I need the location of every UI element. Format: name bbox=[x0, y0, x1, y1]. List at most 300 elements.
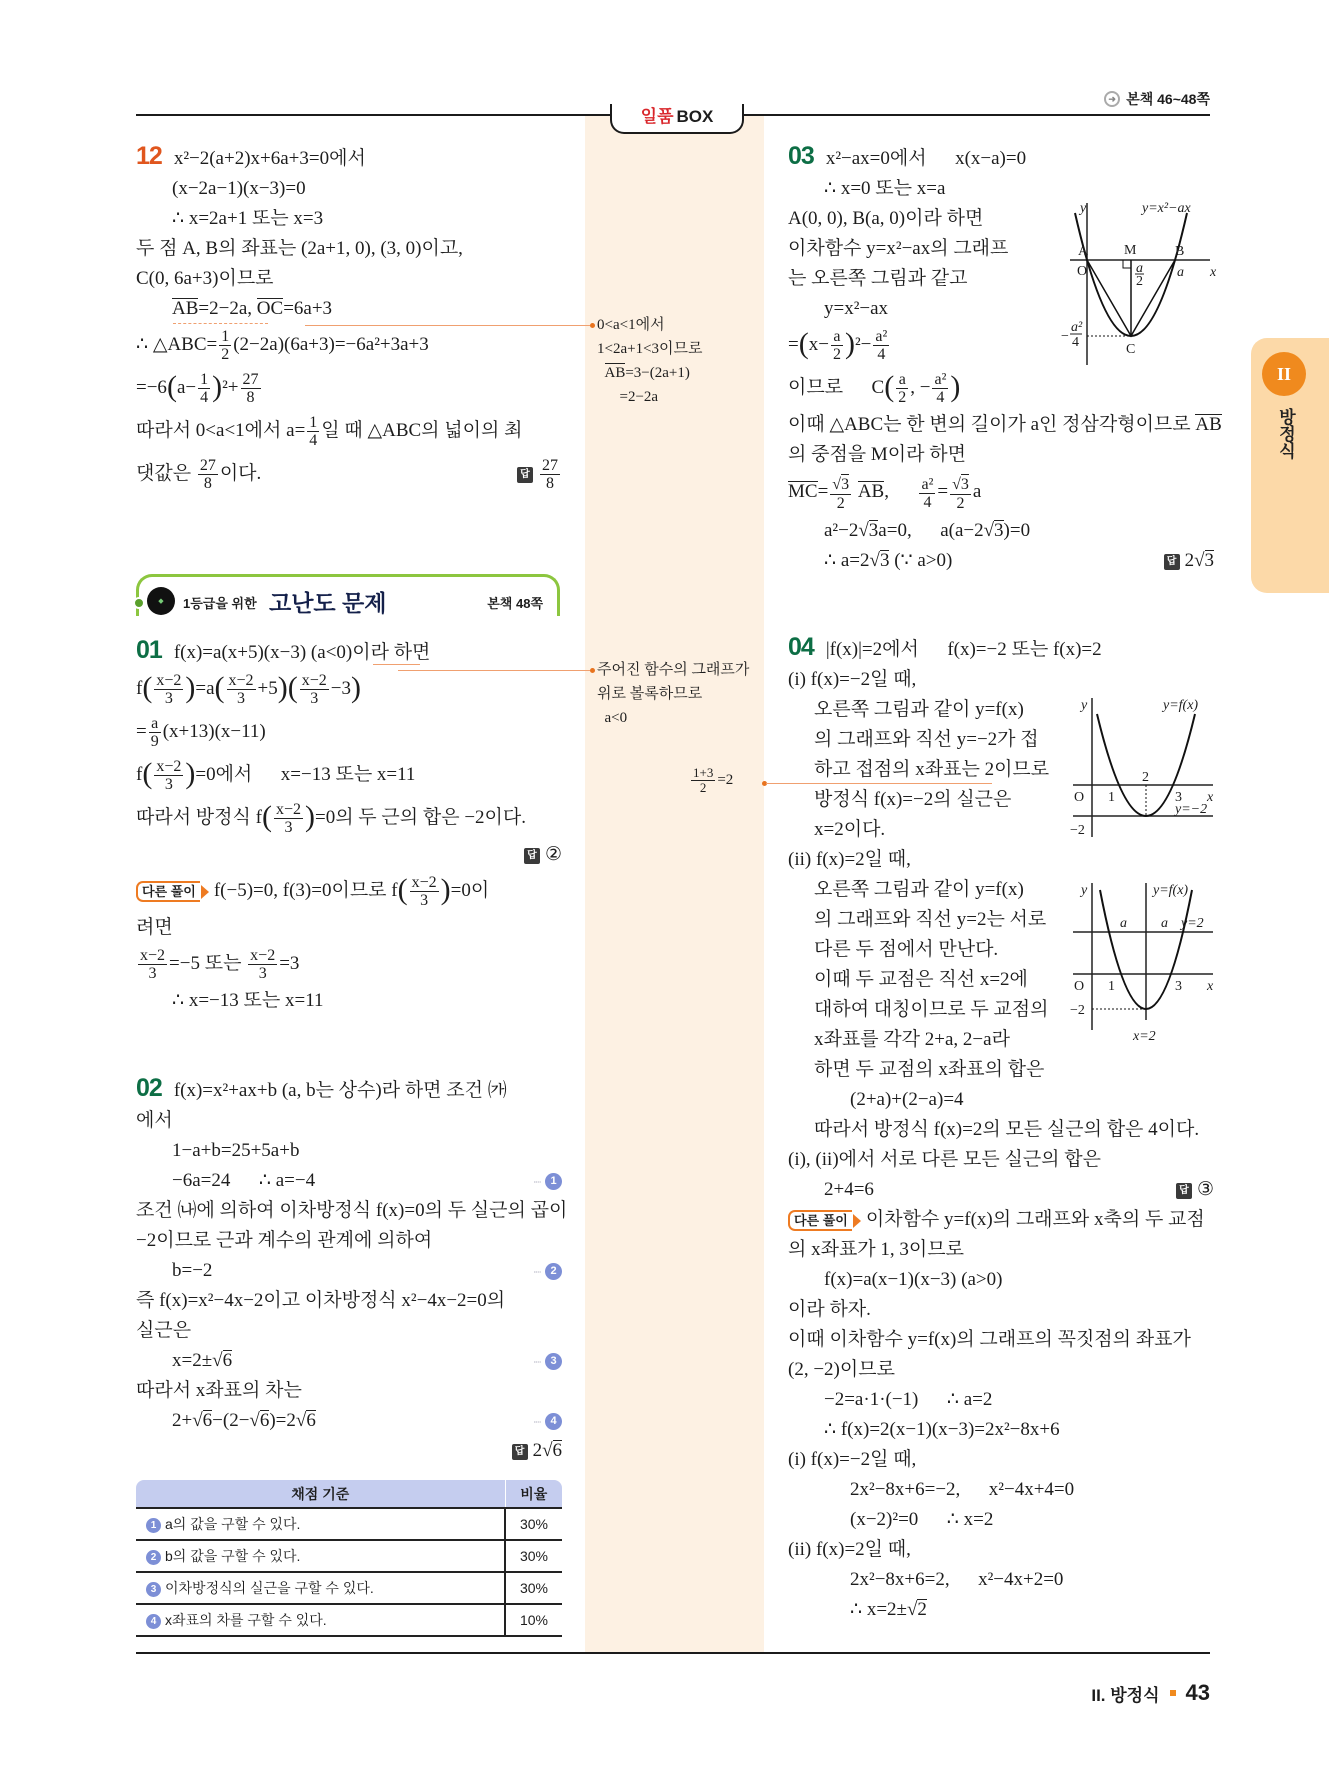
criterion-text: b의 값을 구할 수 있다. bbox=[165, 1548, 301, 1564]
line-content bbox=[136, 670, 362, 707]
math-text: 다른 두 점에서 만난다. bbox=[814, 939, 999, 960]
math-text: = bbox=[788, 333, 799, 355]
radicand: 2 bbox=[917, 1599, 927, 1620]
solution-line bbox=[136, 264, 562, 294]
line-content bbox=[814, 1059, 1044, 1080]
curve-label: y=x²−ax bbox=[1142, 201, 1191, 216]
solution-line bbox=[788, 1115, 1214, 1145]
fraction bbox=[274, 801, 303, 836]
radical-sign-icon: √ bbox=[542, 1440, 553, 1461]
ratio-value: 30% bbox=[519, 1580, 549, 1596]
note-line bbox=[597, 706, 749, 730]
square-root bbox=[1194, 550, 1214, 571]
math-text: 1−a+b=25+5a+b bbox=[172, 1140, 300, 1161]
fraction bbox=[138, 947, 167, 982]
math-text: 일 때 △ABC의 넓이의 최 bbox=[321, 419, 523, 441]
line-content bbox=[788, 1449, 916, 1470]
math-text: ∴ △ABC= bbox=[136, 333, 218, 355]
radicand: 3 bbox=[841, 476, 850, 493]
overline-segment: AB bbox=[604, 365, 626, 381]
big-bracket: ( bbox=[166, 369, 177, 403]
answer bbox=[512, 1436, 562, 1466]
line-content bbox=[824, 550, 952, 571]
math-text: (i) f(x)=−2일 때, bbox=[788, 669, 917, 690]
problem-number: 04 bbox=[788, 633, 814, 661]
numerator bbox=[830, 474, 851, 495]
numerator bbox=[154, 758, 183, 776]
answer-icon: 답 bbox=[524, 848, 540, 864]
fraction bbox=[300, 672, 329, 707]
underline-marker bbox=[173, 322, 268, 324]
line-content bbox=[136, 414, 523, 449]
math-text: 4 bbox=[309, 432, 318, 449]
numerator bbox=[248, 947, 277, 965]
solution-line bbox=[136, 174, 562, 204]
line-content bbox=[174, 148, 366, 169]
chapter-side-tab[interactable] bbox=[1251, 338, 1329, 593]
math-text: 오른쪽 그림과 같이 y=f(x) bbox=[814, 699, 1024, 720]
math-text: 4 bbox=[923, 493, 932, 511]
fraction bbox=[896, 371, 908, 406]
math-text: 조건 ㈏에 의하여 이차방정식 f(x)=0의 두 실근의 곱이 bbox=[136, 1200, 568, 1221]
math-text: )=0 bbox=[1003, 520, 1031, 541]
line-content bbox=[850, 1599, 927, 1620]
math-text: f(x)=a(x−1)(x−3) (a>0) bbox=[824, 1269, 1003, 1290]
math-text: 9 bbox=[150, 733, 159, 750]
math-text: 2 bbox=[221, 346, 230, 363]
math-text: f bbox=[136, 763, 143, 785]
numerator bbox=[540, 457, 560, 475]
line-content bbox=[814, 999, 1049, 1020]
math-text: −6a=24 ∴ a=−4 bbox=[172, 1170, 316, 1191]
ratio-cell bbox=[505, 1604, 562, 1636]
line-content bbox=[788, 1329, 1191, 1350]
math-text: 2 bbox=[956, 495, 965, 512]
solution-line bbox=[788, 1055, 1214, 1085]
ilpum-box-tab bbox=[610, 104, 744, 134]
math-text: 주어진 함수의 그래프가 bbox=[597, 662, 750, 678]
math-text: x−2 bbox=[301, 672, 327, 689]
math-text: 따라서 x좌표의 차는 bbox=[136, 1380, 302, 1401]
answer-icon: 답 bbox=[517, 467, 533, 483]
line-content bbox=[814, 729, 1039, 750]
big-bracket: ( bbox=[798, 326, 809, 360]
math-text: x−2 bbox=[140, 947, 166, 964]
math-text: x좌표를 각각 2+a, 2−a라 bbox=[814, 1029, 1010, 1050]
line-content bbox=[788, 669, 916, 690]
big-bracket: ( bbox=[142, 756, 153, 790]
math-text: x−2 bbox=[411, 874, 437, 891]
note-line bbox=[597, 682, 749, 706]
line-content bbox=[136, 1290, 505, 1311]
math-text: 위로 볼록하므로 bbox=[597, 686, 703, 702]
math-text: 는 오른쪽 그림과 같고 bbox=[788, 268, 968, 289]
note-connector-line bbox=[766, 783, 992, 784]
radical-sign-icon: √ bbox=[192, 1410, 203, 1431]
math-text: , − bbox=[910, 376, 931, 398]
graph-04-intersections bbox=[1065, 880, 1220, 1050]
box-title-box: BOX bbox=[676, 107, 714, 126]
math-text: x=2± bbox=[172, 1350, 213, 1371]
math-text: 1 bbox=[309, 414, 318, 431]
solution-line bbox=[136, 204, 562, 234]
step-marker bbox=[534, 1166, 562, 1197]
math-text: C(0, 6a+3)이므로 bbox=[136, 268, 274, 289]
answer bbox=[1176, 1175, 1214, 1205]
fraction bbox=[873, 328, 889, 363]
radical-sign-icon: √ bbox=[295, 1410, 307, 1431]
fraction bbox=[149, 715, 161, 750]
square-root bbox=[907, 1599, 927, 1620]
math-text: ²+ bbox=[222, 376, 239, 398]
point-label-b: B bbox=[1175, 244, 1185, 259]
step-number-badge: 3 bbox=[545, 1353, 562, 1370]
math-text: ③ bbox=[1196, 1179, 1214, 1200]
line-content bbox=[136, 844, 141, 865]
banner-title: 고난도 문제 bbox=[269, 590, 387, 616]
overline-segment: AB bbox=[1195, 414, 1222, 435]
solution-line bbox=[136, 453, 562, 496]
line-content bbox=[850, 1089, 964, 1110]
line-content bbox=[136, 1110, 173, 1131]
note-line bbox=[597, 337, 703, 361]
scoring-criteria-table bbox=[136, 1480, 562, 1637]
right-angle-mark-icon bbox=[1123, 260, 1131, 268]
line-content bbox=[136, 715, 266, 750]
radical-sign-icon: √ bbox=[952, 476, 961, 493]
solution-line bbox=[788, 1145, 1214, 1175]
point-label-a: A bbox=[1078, 244, 1089, 259]
denominator bbox=[274, 819, 303, 836]
point-label-c: C bbox=[1126, 342, 1136, 357]
ratio-cell bbox=[505, 1540, 562, 1572]
tick-label-minus-2: −2 bbox=[1070, 1003, 1085, 1018]
line-content bbox=[788, 1299, 871, 1320]
line-content bbox=[174, 1080, 507, 1101]
denominator bbox=[873, 346, 889, 363]
tick-label-a: a bbox=[1177, 265, 1184, 280]
math-text: =a bbox=[195, 677, 215, 699]
math-text: x−2 bbox=[228, 672, 254, 689]
criterion-cell bbox=[136, 1604, 505, 1636]
math-text: x−2 bbox=[156, 672, 182, 689]
step-number-badge: 1 bbox=[545, 1173, 562, 1190]
line-content bbox=[136, 238, 463, 259]
denominator bbox=[307, 432, 319, 449]
half-a-numerator: a bbox=[1136, 261, 1143, 276]
math-text: =2−2a bbox=[597, 389, 659, 405]
axis-label-y: y bbox=[1080, 201, 1087, 216]
math-text: 4 bbox=[200, 389, 209, 406]
big-bracket: ) bbox=[304, 799, 315, 833]
math-text: 3 bbox=[237, 690, 246, 707]
solution-line bbox=[136, 711, 562, 754]
fraction bbox=[219, 328, 231, 363]
math-text: 27 bbox=[199, 457, 216, 474]
problem-number: 01 bbox=[136, 636, 162, 664]
math-text: 1+3 bbox=[693, 765, 714, 780]
line-content bbox=[814, 909, 1046, 930]
point-label-m: M bbox=[1124, 243, 1137, 258]
square-root bbox=[870, 550, 890, 571]
math-text: 이때 두 교점은 직선 x=2에 bbox=[814, 969, 1028, 990]
math-text: −2=a·1·(−1) ∴ a=2 bbox=[824, 1389, 993, 1410]
denominator bbox=[691, 781, 715, 795]
fraction bbox=[540, 457, 560, 492]
math-text: 실근은 bbox=[136, 1320, 192, 1341]
numerator bbox=[410, 874, 439, 892]
math-text: 8 bbox=[546, 475, 554, 492]
problem-02 bbox=[136, 1074, 568, 1466]
line-content bbox=[172, 1350, 232, 1371]
denominator bbox=[919, 494, 935, 511]
solution-line bbox=[788, 1295, 1214, 1325]
denominator bbox=[149, 733, 161, 750]
math-text: x²−ax=0에서 x(x−a)=0 bbox=[825, 148, 1027, 169]
math-text: a bbox=[972, 481, 982, 503]
math-text: x−2 bbox=[250, 947, 276, 964]
numerator bbox=[138, 947, 167, 965]
solution-line bbox=[136, 1256, 562, 1286]
math-text: =3−(2a+1) bbox=[625, 365, 690, 381]
fraction bbox=[227, 672, 256, 707]
curve-label: y=f(x) bbox=[1163, 698, 1199, 713]
math-text: =0의 두 근의 합은 −2이다. bbox=[314, 806, 526, 828]
answer-icon: 답 bbox=[1164, 554, 1180, 570]
line-content bbox=[788, 849, 911, 870]
numerator bbox=[219, 328, 231, 346]
fraction bbox=[154, 672, 183, 707]
math-text: a² bbox=[921, 475, 934, 493]
math-text: = bbox=[136, 720, 147, 742]
line-content bbox=[850, 1509, 993, 1530]
tick-label-1: 1 bbox=[1108, 979, 1115, 994]
denominator bbox=[950, 495, 971, 512]
square-root bbox=[249, 1410, 269, 1431]
line-content bbox=[136, 799, 526, 836]
math-text: 따라서 0<a<1에서 a= bbox=[136, 419, 306, 441]
denominator bbox=[896, 389, 908, 406]
top-rule-right bbox=[738, 114, 1210, 116]
math-text: =2 bbox=[717, 771, 734, 788]
curve-label: y=f(x) bbox=[1153, 883, 1189, 898]
column-header-criterion: 채점 기준 bbox=[136, 1480, 505, 1508]
math-text: f(−5)=0, f(3)=0이므로 f bbox=[213, 879, 398, 901]
fraction bbox=[950, 474, 971, 512]
radicand: 6 bbox=[222, 1350, 233, 1371]
math-text: ∴ x=2± bbox=[850, 1599, 907, 1620]
math-text: x²−2(a+2)x+6a+3=0에서 bbox=[173, 148, 366, 169]
line-content bbox=[814, 1119, 1199, 1140]
numerator bbox=[274, 801, 303, 819]
solution-line bbox=[136, 1226, 562, 1256]
axis-label-y: y bbox=[1081, 698, 1088, 713]
math-text: 두 점 A, B의 좌표는 (2a+1, 0), (3, 0)이고, bbox=[136, 238, 463, 259]
math-text: 27 bbox=[542, 457, 558, 474]
math-text: 의 중점을 M이라 하면 bbox=[788, 444, 966, 465]
math-text: 이차함수 y=f(x)의 그래프와 x축의 두 교점 bbox=[865, 1209, 1205, 1230]
line-content bbox=[826, 148, 1026, 169]
solution-line bbox=[136, 636, 562, 668]
math-text: (∵ a>0) bbox=[889, 550, 953, 571]
radicand: 6 bbox=[259, 1410, 270, 1431]
math-text: ∴ x=−13 또는 x=11 bbox=[172, 990, 324, 1011]
line-content bbox=[136, 1440, 141, 1461]
math-text: 이차함수 y=x²−ax의 그래프 bbox=[788, 238, 1009, 259]
line-content bbox=[136, 1320, 191, 1341]
tick-label-1: 1 bbox=[1108, 790, 1115, 805]
axis-label-x: x bbox=[1207, 790, 1214, 805]
big-bracket: ( bbox=[261, 799, 272, 833]
line-content bbox=[788, 268, 967, 289]
radicand: 3 bbox=[994, 520, 1004, 541]
math-text: 8 bbox=[246, 389, 255, 406]
math-text: a bbox=[151, 715, 159, 732]
arrow-circle-icon: ➜ bbox=[1104, 91, 1120, 107]
math-text: A(0, 0), B(a, 0)이라 하면 bbox=[788, 208, 984, 229]
line-content bbox=[788, 475, 982, 512]
math-text: b=−2 bbox=[172, 1260, 213, 1281]
denominator bbox=[300, 690, 329, 707]
math-text: 3 bbox=[258, 965, 267, 982]
big-bracket: ( bbox=[142, 670, 153, 704]
math-text: −3 bbox=[330, 677, 352, 699]
solution-line bbox=[136, 870, 562, 913]
half-a-denominator: 2 bbox=[1136, 274, 1143, 289]
line-content bbox=[172, 178, 306, 199]
math-text: −(2− bbox=[212, 1410, 250, 1431]
line-content bbox=[788, 1359, 895, 1380]
math-text: y=x²−ax bbox=[824, 298, 889, 319]
tick-label-2: 2 bbox=[1142, 770, 1149, 785]
fraction bbox=[307, 414, 319, 449]
math-text: 의 x좌표가 1, 3이므로 bbox=[788, 1239, 964, 1260]
line-content bbox=[826, 639, 1102, 660]
note-bullet-icon bbox=[590, 323, 595, 328]
numerator bbox=[950, 474, 971, 495]
denominator bbox=[248, 965, 277, 982]
math-text: =0이 bbox=[450, 879, 490, 901]
solution-line bbox=[788, 1565, 1214, 1595]
math-text: 이라 하자. bbox=[788, 1299, 871, 1320]
note-connector-line bbox=[398, 670, 590, 671]
math-text: =0에서 x=−13 또는 x=11 bbox=[195, 763, 416, 785]
big-bracket: ) bbox=[844, 326, 855, 360]
math-text: 2 bbox=[1184, 550, 1195, 571]
step-number-badge: 3 bbox=[146, 1582, 161, 1597]
box-title-brand: 일품 bbox=[640, 107, 674, 126]
math-text: 0<a<1에서 bbox=[597, 317, 665, 333]
numerator bbox=[300, 672, 329, 690]
math-text: , bbox=[884, 481, 918, 503]
line-content bbox=[814, 939, 998, 960]
solution-line bbox=[788, 1325, 1214, 1355]
line-content bbox=[788, 238, 1008, 259]
math-text: 2x²−8x+6=2, x²−4x+2=0 bbox=[850, 1569, 1064, 1590]
math-text: ∴ a=2 bbox=[824, 550, 870, 571]
table-header-row bbox=[136, 1480, 562, 1508]
radicand: 3 bbox=[1204, 550, 1214, 571]
line-content bbox=[172, 1410, 316, 1431]
big-bracket: ( bbox=[287, 670, 298, 704]
radical-sign-icon: √ bbox=[832, 476, 842, 493]
line-content bbox=[136, 1230, 432, 1251]
numerator bbox=[831, 328, 843, 346]
math-text: 하고 접점의 x좌표는 2이므로 bbox=[814, 759, 1050, 780]
math-text: ∴ x=0 또는 x=a bbox=[824, 178, 946, 199]
page-reference bbox=[1104, 89, 1210, 109]
solution-line bbox=[788, 1505, 1214, 1535]
fraction bbox=[198, 371, 210, 406]
step-marker bbox=[534, 1346, 562, 1377]
math-text: +5 bbox=[257, 677, 278, 699]
math-text: 이다. bbox=[219, 462, 262, 484]
fraction bbox=[248, 947, 277, 982]
math-text: =3 bbox=[279, 952, 300, 974]
leader-dots-icon: ┈ bbox=[533, 1265, 541, 1279]
top-rule-left bbox=[136, 114, 612, 116]
leader-dots-icon: ┈ bbox=[533, 1355, 541, 1369]
math-text: 이때 △ABC는 한 변의 길이가 a인 정삼각형이므로 bbox=[788, 414, 1196, 435]
math-text: (2+a)+(2−a)=4 bbox=[850, 1089, 964, 1110]
fraction bbox=[410, 874, 439, 909]
solution-line bbox=[136, 1106, 562, 1136]
solution-line bbox=[136, 1286, 562, 1316]
note-line bbox=[597, 658, 749, 682]
big-bracket: ) bbox=[277, 670, 288, 704]
axis-label-y: y bbox=[1081, 883, 1088, 898]
math-text: (x−2a−1)(x−3)=0 bbox=[172, 178, 306, 199]
solution-line bbox=[136, 797, 562, 840]
math-text: a² bbox=[934, 371, 947, 388]
fraction bbox=[198, 457, 218, 492]
math-text: 하면 두 교점의 x좌표의 합은 bbox=[814, 1059, 1045, 1080]
line-content bbox=[824, 1269, 1002, 1290]
big-bracket: ) bbox=[351, 670, 362, 704]
solution-line bbox=[788, 1445, 1214, 1475]
math-text: = bbox=[817, 481, 829, 503]
numerator bbox=[307, 414, 319, 432]
solution-line bbox=[136, 367, 562, 410]
criterion-text: x좌표의 차를 구할 수 있다. bbox=[165, 1612, 327, 1628]
math-text: 2x²−8x+6=−2, x²−4x+4=0 bbox=[850, 1479, 1075, 1500]
math-text: 2 bbox=[898, 389, 907, 406]
math-text: 오른쪽 그림과 같이 y=f(x) bbox=[814, 879, 1024, 900]
line-content bbox=[136, 328, 429, 363]
math-text: 방정식 f(x)=−2의 실근은 bbox=[814, 789, 1012, 810]
line-content bbox=[172, 298, 332, 319]
fraction bbox=[932, 371, 948, 406]
math-text: 1<2a+1<3이므로 bbox=[597, 341, 703, 357]
separator-square-icon bbox=[1170, 1690, 1176, 1696]
math-text: 2 bbox=[532, 1440, 543, 1461]
math-text: 따라서 방정식 f(x)=2의 모든 실근의 합은 4이다. bbox=[814, 1119, 1200, 1140]
math-text: 려면 bbox=[136, 917, 173, 938]
line-content bbox=[788, 444, 966, 465]
solution-line bbox=[136, 986, 562, 1016]
banner-prefix: 1등급을 위한 bbox=[183, 596, 257, 611]
banner-badge-icon: ◆ bbox=[147, 587, 175, 615]
line-content bbox=[136, 1200, 567, 1221]
numerator bbox=[198, 371, 210, 389]
radicand: 6 bbox=[552, 1440, 562, 1461]
math-text: 2+ bbox=[172, 1410, 193, 1431]
math-text: =6a+3 bbox=[283, 298, 333, 319]
alternative-solution-badge: 다른 풀이 bbox=[788, 1210, 852, 1231]
line-content bbox=[788, 208, 983, 229]
radical-sign-icon: √ bbox=[249, 1410, 260, 1431]
math-text: (x−2)²=0 ∴ x=2 bbox=[850, 1509, 994, 1530]
